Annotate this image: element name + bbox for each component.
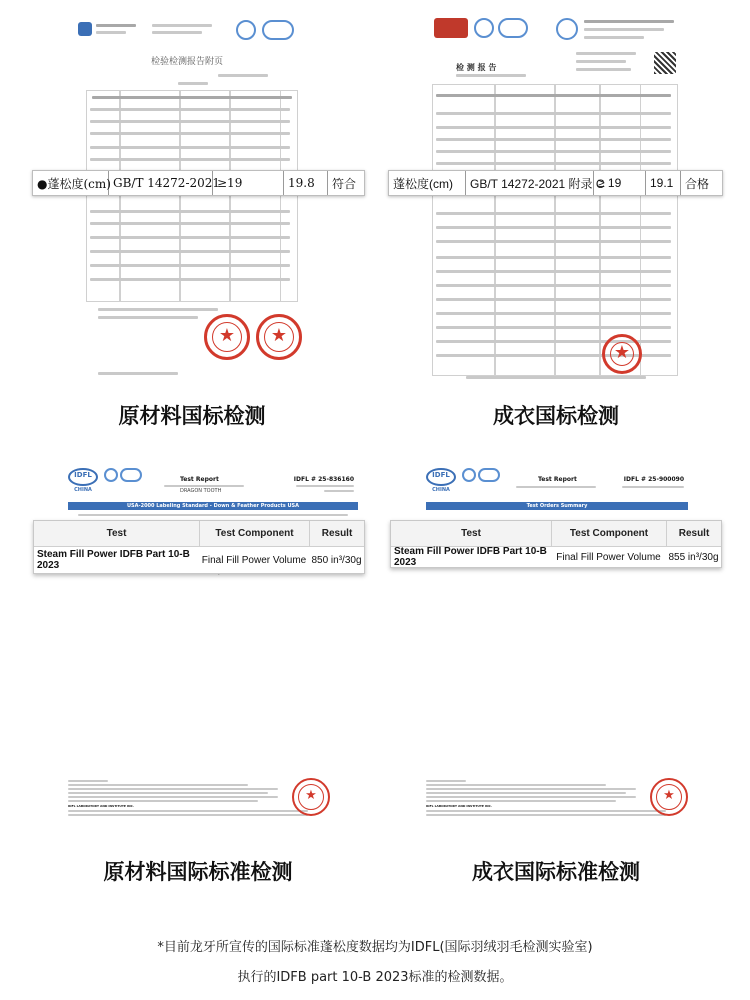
- idfl-result-table-garment: [390, 520, 722, 568]
- orders-band: Test Orders Summary: [426, 502, 688, 510]
- qr-code: [654, 52, 676, 74]
- ntc-logo: [556, 18, 578, 40]
- gttc-logo: [78, 22, 92, 36]
- ilac-logo: [474, 18, 494, 38]
- result-cell: 19.8: [284, 171, 328, 195]
- fill-power-highlight-national-garment: [388, 170, 723, 196]
- standard-band: USA-2000 Labeling Standard - Down & Feather Products USA: [68, 502, 358, 510]
- test-report-title: Test Report: [180, 476, 219, 483]
- idfl-logo: IDFL CHINA: [68, 468, 98, 496]
- raw-material-national-report: [68, 12, 306, 384]
- idfl-result-table-raw: [33, 520, 365, 574]
- red-seal-3: ★: [602, 334, 642, 374]
- red-seal-2: ★: [256, 314, 302, 360]
- red-seal-5: ★: [650, 778, 688, 816]
- caption-raw-national: 原材料国标检测: [118, 404, 266, 428]
- cnas-logo: [262, 20, 294, 40]
- item-cell-2: 蓬松度(cm): [389, 171, 466, 195]
- header-component: Test Component: [199, 521, 309, 546]
- ilac-logo-4: [462, 468, 476, 482]
- header-result: Result: [309, 521, 364, 546]
- header-test: Test: [106, 528, 127, 539]
- header-component-2: Test Component: [551, 521, 666, 546]
- row-result: 850 in³/30g: [311, 554, 362, 566]
- caption-raw-international: 原材料国际标准检测: [103, 860, 293, 884]
- garment-idfl-footer: [424, 778, 690, 820]
- standard-cell: GB/T 14272-2021: [109, 171, 213, 195]
- idfl-logo-2: IDFL CHINA: [426, 468, 456, 496]
- result-cell-2: 19.1: [646, 171, 681, 195]
- header-test-2: Test: [461, 528, 481, 539]
- row-test: Steam Fill Power IDFB Part 10-B 2023: [37, 549, 190, 571]
- report-number-2: IDFL # 25-900090: [623, 476, 684, 483]
- caption-garment-international: 成衣国际标准检测: [472, 860, 640, 884]
- cma-logo: [236, 20, 256, 40]
- raw-material-idfl-footer: [66, 778, 332, 820]
- footnote-line-2: 执行的IDFB part 10-B 2023标准的检测数据。: [237, 970, 513, 985]
- report-title-2: 检 测 报 告: [456, 63, 497, 72]
- row-component: Final Fill Power Volume: [201, 554, 307, 566]
- footnote-line-1: *目前龙牙所宣传的国际标准蓬松度数据均为IDFL(国际羽绒羽毛检测实验室): [157, 940, 593, 955]
- row-test-2: Steam Fill Power IDFB Part 10-B 2023: [394, 546, 547, 568]
- report-number: IDFL # 25-836160: [293, 476, 354, 483]
- client-line: DRAGON TOOTH: [180, 488, 222, 494]
- lab-header: IDFL LABORATORY AND INSTITUTE INC.: [68, 804, 134, 808]
- red-seal-1: ★: [204, 314, 250, 360]
- red-seal-4: ★: [292, 778, 330, 816]
- ilac-logo-3: [104, 468, 118, 482]
- garment-national-report: [426, 12, 682, 384]
- test-report-title-2: Test Report: [538, 476, 577, 483]
- cma-red-logo: [434, 18, 468, 38]
- cnas-logo-4: [478, 468, 500, 482]
- row-component-2: Final Fill Power Volume: [556, 551, 661, 563]
- requirement-cell: ≥19: [213, 171, 284, 195]
- caption-garment-national: 成衣国标检测: [493, 404, 619, 428]
- item-cell: ●蓬松度(cm): [33, 171, 109, 195]
- lab-header-2: IDFL LABORATORY AND INSTITUTE INC.: [426, 804, 492, 808]
- verdict-cell-2: 合格: [685, 176, 710, 191]
- cnas-logo-3: [120, 468, 142, 482]
- header-result-2: Result: [666, 521, 721, 546]
- fill-power-highlight-national-raw: [32, 170, 365, 196]
- row-result-2: 855 in³/30g: [668, 551, 719, 563]
- requirement-cell-2: ≥ 19: [594, 171, 646, 195]
- report-title: 检验检测报告附页: [150, 57, 223, 67]
- standard-cell-2: GB/T 14272-2021 附录 C: [466, 171, 594, 195]
- verdict-cell: 符合: [332, 176, 357, 191]
- cnas-logo-2: [498, 18, 528, 38]
